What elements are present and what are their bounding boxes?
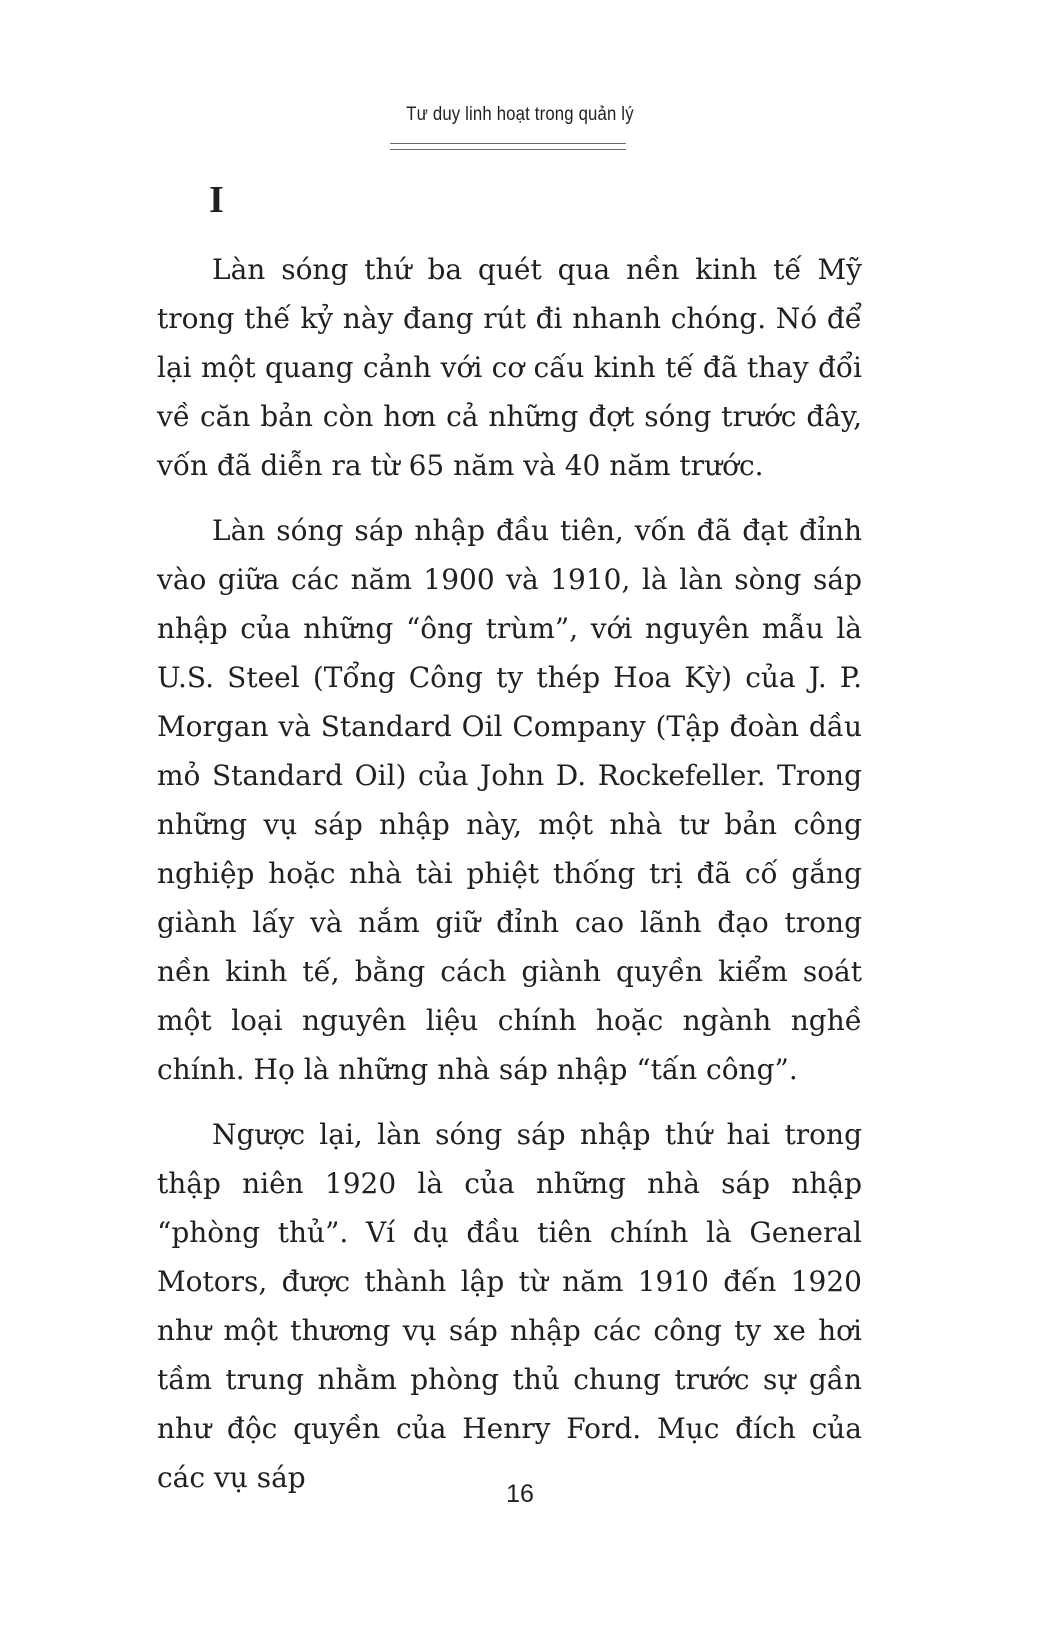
paragraph: Làn sóng thứ ba quét qua nền kinh tế Mỹ trong thế kỷ này đang rút đi nhanh chóng. Nó để lại một quang cảnh với cơ cấu kinh tế đã thay đổi về căn bản còn hơn cả những đợt sóng trước đây, vốn đã diễn ra từ 65 năm và 40 năm trước.	[157, 253, 862, 482]
running-header: Tư duy linh hoạt trong quản lý	[406, 104, 634, 125]
paragraph: Ngược lại, làn sóng sáp nhập thứ hai trong thập niên 1920 là của những nhà sáp nhập “phòng thủ”. Ví dụ đầu tiên chính là General Motors, được thành lập từ năm 1910 đến 1920 như một thương vụ sáp nhập các công ty xe hơi tầm trung nhằm phòng thủ chung trước sự gần như độc quyền của Henry Ford. Mục đích của các vụ sáp	[157, 1118, 862, 1494]
body-text	[157, 245, 862, 1518]
paragraph: Làn sóng sáp nhập đầu tiên, vốn đã đạt đỉnh vào giữa các năm 1900 và 1910, là làn sòng sáp nhập của những “ông trùm”, với nguyên mẫu là U.S. Steel (Tổng Công ty thép Hoa Kỳ) của J. P. Morgan và Standard Oil Company (Tập đoàn dầu mỏ Standard Oil) của John D. Rockefeller. Trong những vụ sáp nhập này, một nhà tư bản công nghiệp hoặc nhà tài phiệt thống trị đã cố gắng giành lấy và nắm giữ đỉnh cao lãnh đạo trong nền kinh tế, bằng cách giành quyền kiểm soát một loại nguyên liệu chính hoặc ngành nghề chính. Họ là những nhà sáp nhập “tấn công”.	[157, 514, 862, 1086]
section-heading: I	[209, 179, 224, 221]
page-number: 16	[506, 1480, 534, 1508]
header-divider	[390, 143, 626, 150]
